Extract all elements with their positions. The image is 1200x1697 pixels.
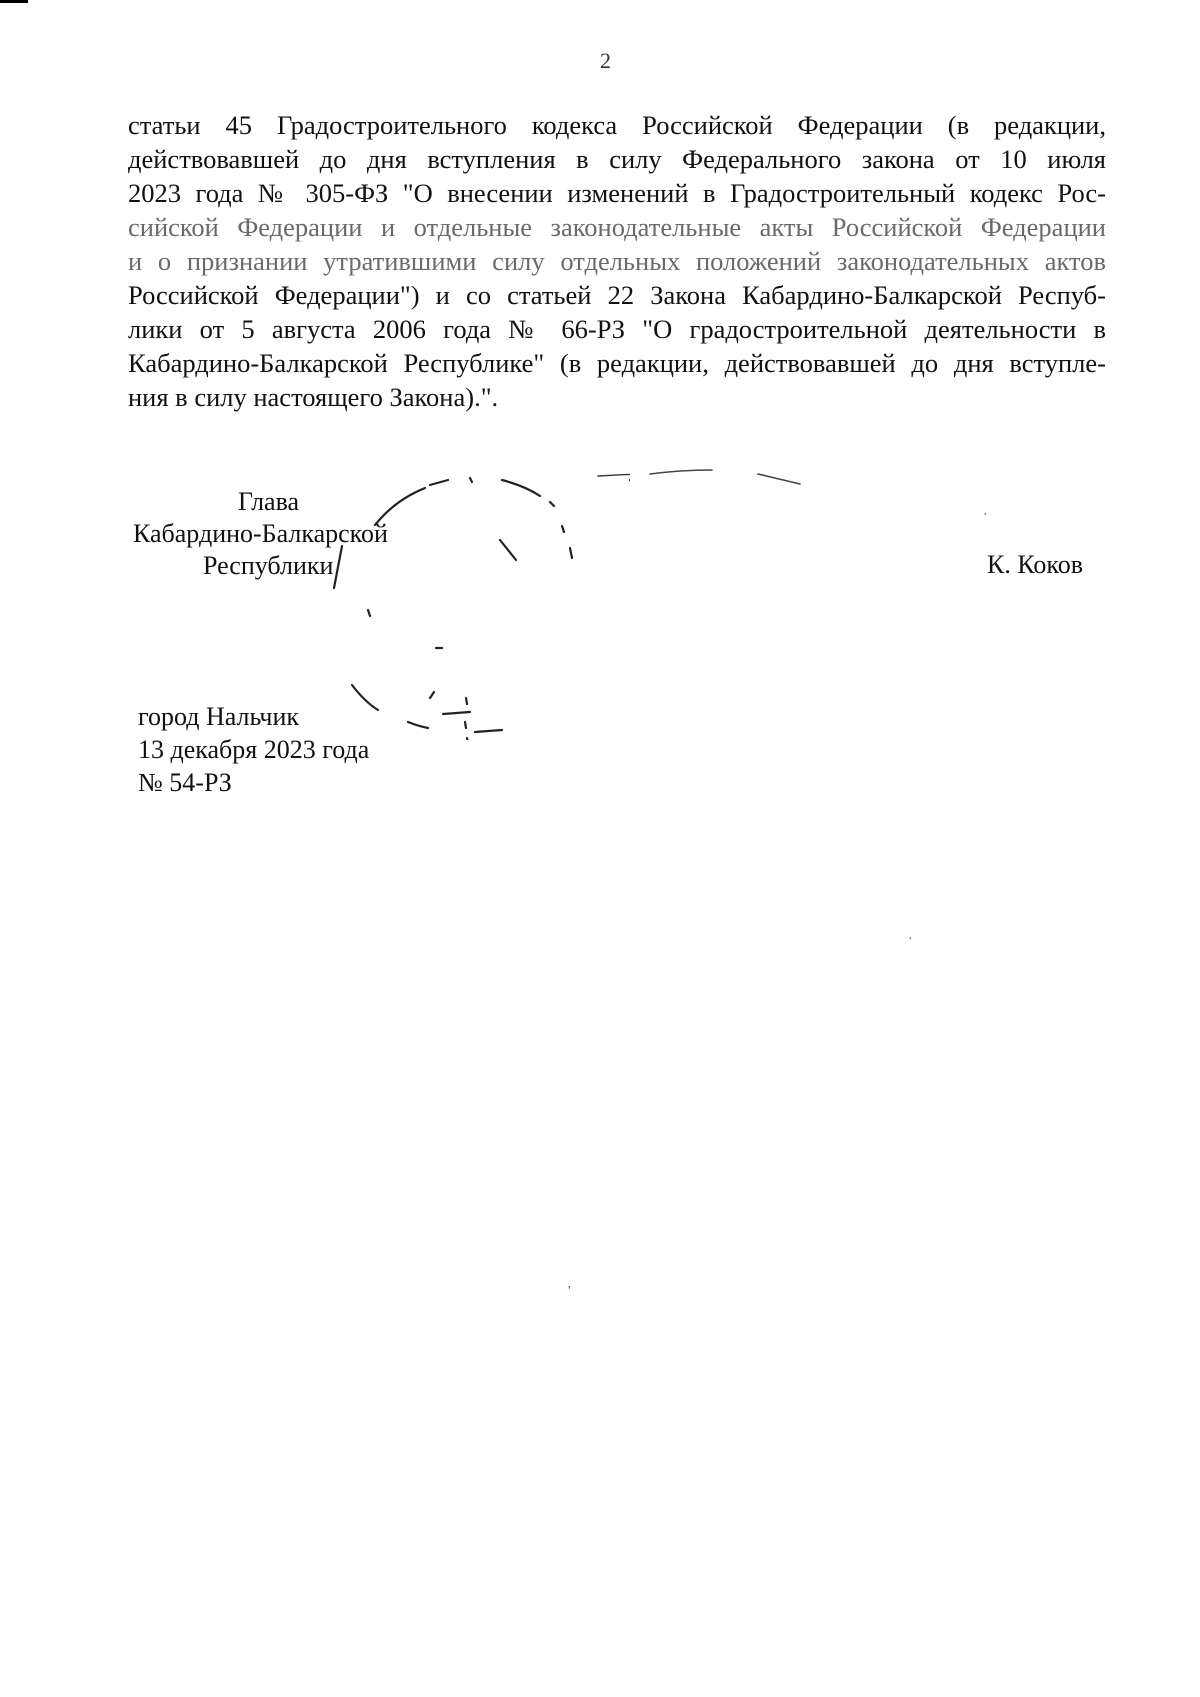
signatory-name: К. Коков	[987, 550, 1083, 579]
body-line: ния в силу настоящего Закона).".	[128, 382, 499, 412]
page-number: 2	[600, 48, 611, 73]
law-date: 13 декабря 2023 года	[138, 735, 370, 764]
body-line: лики от 5 августа 2006 года № 66-РЗ "О градостроительной деятельности в	[128, 314, 1106, 344]
body-line: действовавшей до дня вступления в силу Федерального закона от 10 июля	[128, 144, 1106, 174]
signature-title-line: Глава	[238, 487, 300, 516]
signature-title-line: Республики	[203, 551, 334, 580]
body-line: статьи 45 Градостроительного кодекса Российской Федерации (в редакции,	[128, 110, 1106, 140]
body-line: Кабардино-Балкарской Республике" (в редакции, действовавшей до дня вступле-	[128, 348, 1106, 378]
body-line: и о признании утратившими силу отдельных положений законодательных актов	[128, 246, 1106, 276]
signature-title-line: Кабардино-Балкарской	[133, 519, 388, 548]
law-number: № 54-РЗ	[138, 768, 232, 797]
scan-corner-mark	[0, 0, 28, 3]
scan-speck: ·	[983, 508, 988, 523]
scan-speck: ·	[908, 932, 913, 947]
place-date-block	[138, 700, 369, 799]
scan-speck: '	[568, 1284, 571, 1299]
body-line: сийской Федерации и отдельные законодательные акты Российской Федерации	[128, 212, 1106, 242]
city: город Нальчик	[138, 702, 300, 731]
body-paragraph	[128, 108, 1106, 414]
official-seal-stamp	[330, 460, 630, 740]
signature-stroke	[640, 460, 810, 500]
body-line: 2023 года № 305-ФЗ "О внесении изменений в Градостроительный кодекс Рос-	[128, 178, 1106, 208]
body-line: Российской Федерации") и со статьей 22 Закона Кабардино-Балкарской Респуб-	[128, 280, 1106, 310]
